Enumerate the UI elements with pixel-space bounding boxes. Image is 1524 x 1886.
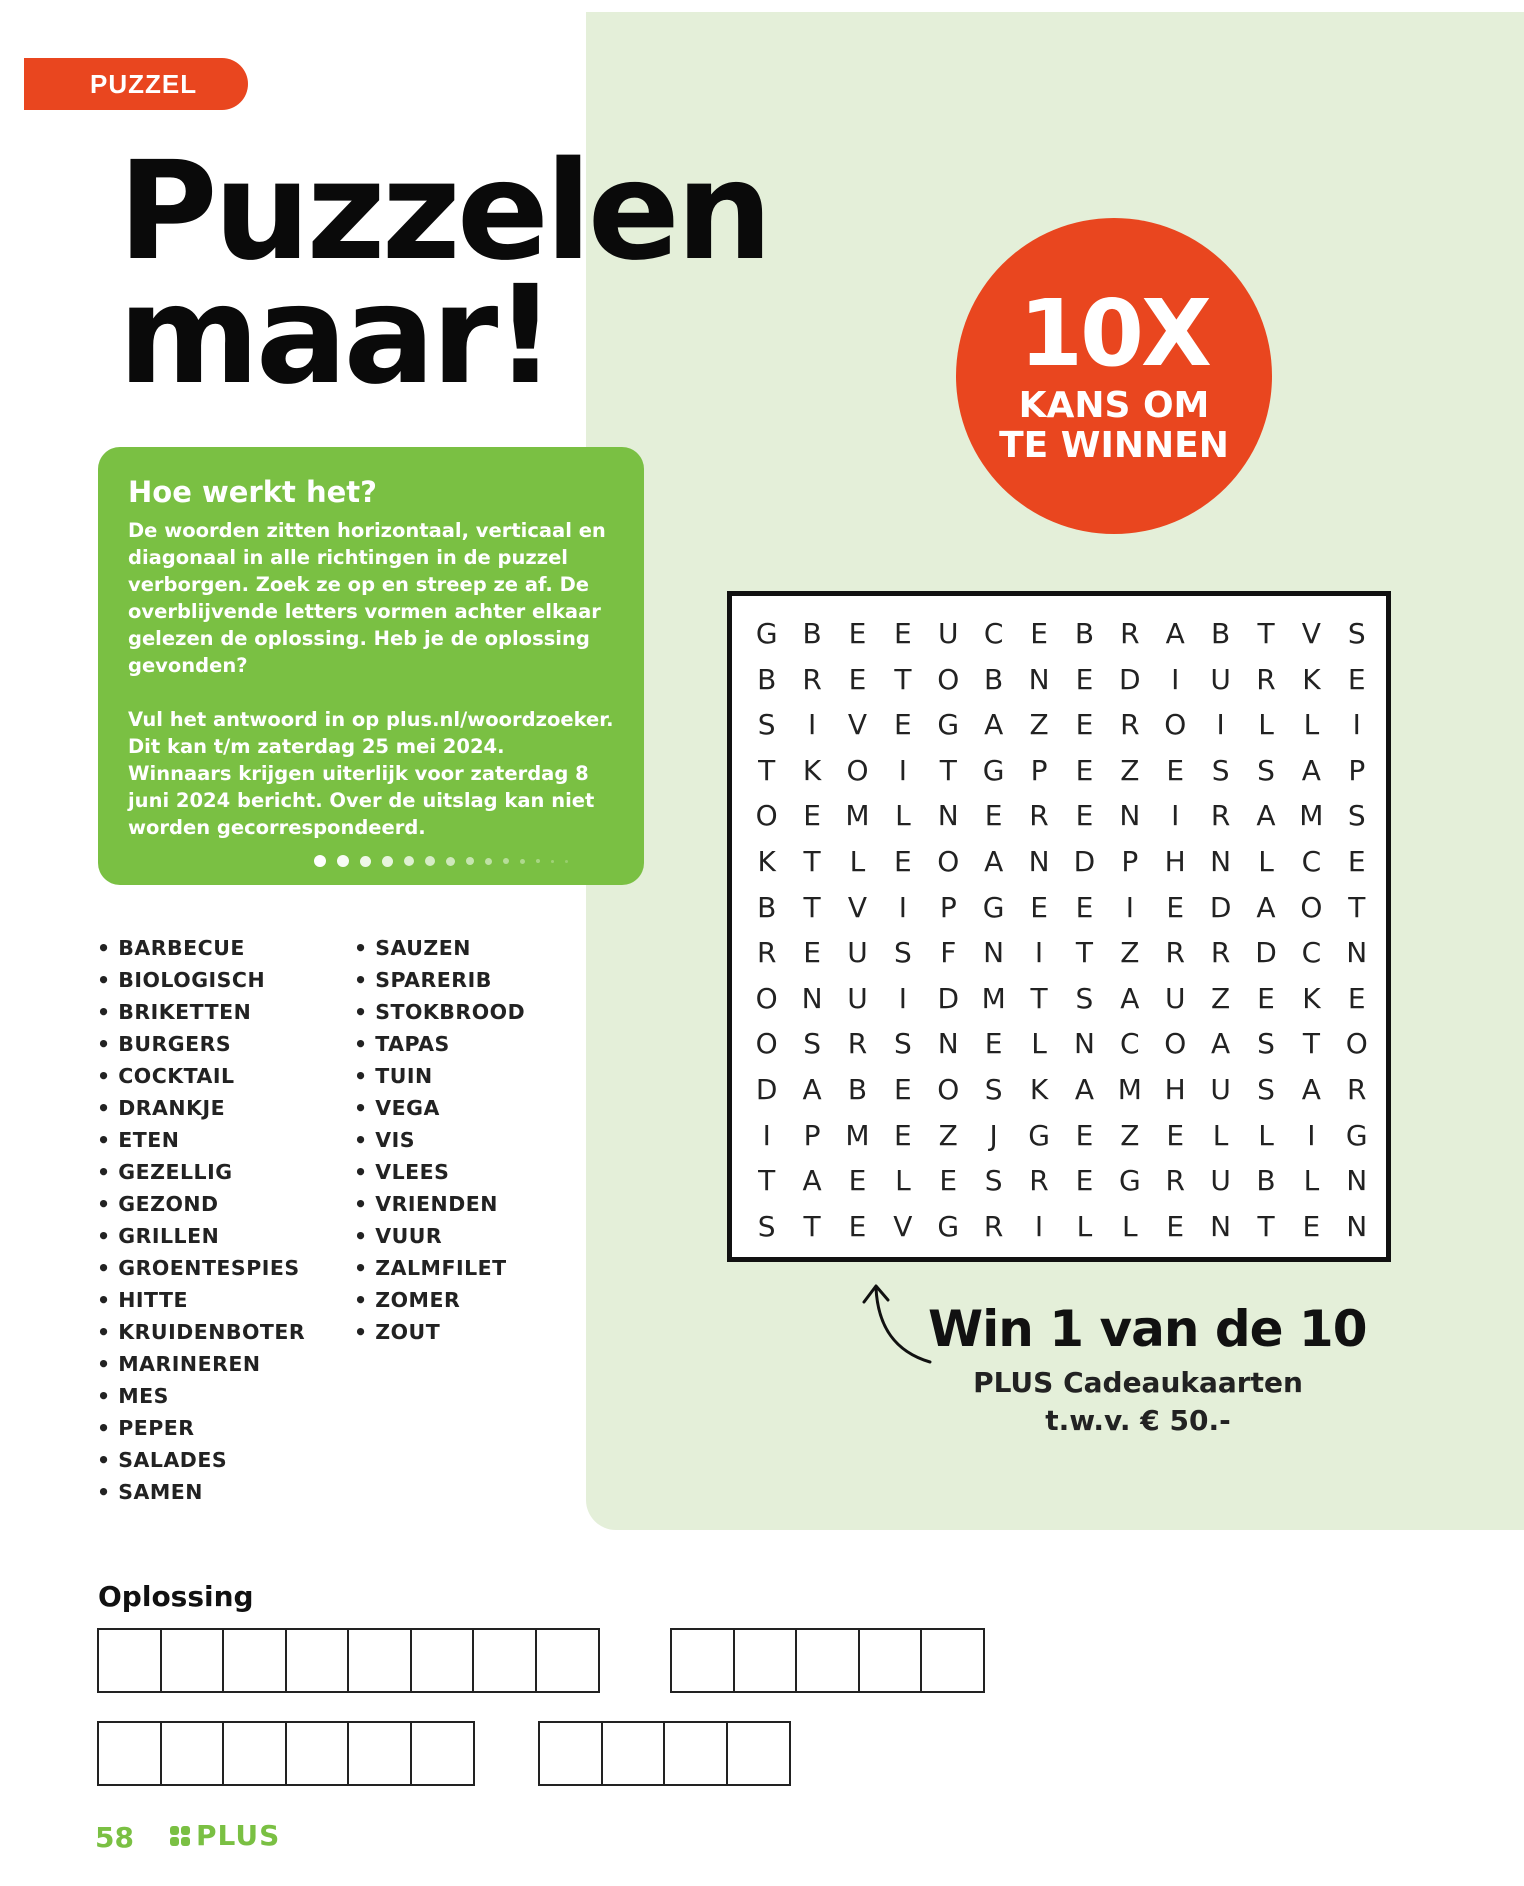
word-list-item: • GRILLEN — [97, 1220, 305, 1252]
grid-letter: O — [755, 981, 778, 1015]
grid-letter: P — [1030, 753, 1048, 787]
grid-letter: B — [802, 617, 822, 650]
grid-letter: Z — [938, 1118, 958, 1152]
instructions-text: De woorden zitten horizontaal, verticaal en diagonaal in alle richtingen in de puzzel verborgen. Zoek ze op en streep ze af. De overblijvende letters vormen achter elkaar gelezen de oplossing. Heb je de oplossing gevonden? — [128, 519, 606, 677]
grid-letter: F — [940, 936, 957, 970]
word-list-item: • PEPER — [97, 1412, 305, 1444]
grid-letter: N — [1210, 844, 1232, 878]
logo-text: PLUS — [196, 1819, 281, 1852]
grid-letter: L — [1303, 708, 1320, 742]
grid-letter: D — [1073, 844, 1096, 878]
solution-letter-box[interactable] — [285, 1721, 350, 1786]
grid-letter: E — [1166, 1118, 1185, 1152]
grid-letter: A — [1256, 890, 1276, 924]
grid-letter: K — [802, 753, 822, 787]
grid-letter: I — [1125, 890, 1134, 924]
solution-letter-box[interactable] — [535, 1628, 600, 1693]
grid-letter: T — [939, 753, 957, 787]
word-list-item: • VRIENDEN — [354, 1188, 525, 1220]
grid-letter: E — [1347, 844, 1366, 878]
grid-letter: V — [893, 1209, 913, 1243]
grid-letter: S — [984, 1164, 1003, 1198]
solution-letter-box[interactable] — [858, 1628, 923, 1693]
badge-line-2: TE WINNEN — [999, 425, 1229, 466]
grid-letter: G — [1118, 1164, 1141, 1198]
grid-letter: Z — [1120, 936, 1140, 970]
grid-letter: O — [1345, 1027, 1368, 1061]
grid-letter: T — [1348, 890, 1366, 924]
solution-letter-box[interactable] — [920, 1628, 985, 1693]
grid-letter: L — [895, 799, 911, 833]
grid-letter: E — [894, 844, 912, 878]
grid-letter: B — [757, 890, 777, 924]
grid-letter: E — [1075, 890, 1094, 924]
word-list-item: • MARINEREN — [97, 1348, 305, 1380]
grid-letter: E — [1075, 662, 1094, 696]
grid-letter: E — [894, 1072, 912, 1106]
decor-dot — [404, 856, 414, 866]
grid-letter: N — [1346, 1164, 1368, 1198]
grid-letter: B — [1256, 1164, 1276, 1198]
grid-letter: I — [1307, 1118, 1316, 1152]
decor-dot — [536, 859, 540, 863]
grid-letter: I — [1034, 1209, 1044, 1243]
decor-dot — [551, 860, 554, 863]
grid-letter: S — [1257, 753, 1275, 787]
grid-letter: E — [894, 617, 912, 650]
grid-letter: U — [847, 981, 868, 1015]
grid-letter: R — [1120, 708, 1140, 742]
decor-dot — [337, 855, 349, 867]
grid-letter: G — [982, 890, 1005, 924]
grid-letter: A — [1120, 981, 1140, 1015]
instructions-box — [98, 447, 644, 885]
grid-letter: E — [984, 1027, 1003, 1061]
grid-letter: L — [1258, 844, 1274, 878]
grid-letter: I — [807, 708, 817, 742]
grid-letter: P — [803, 1118, 821, 1152]
grid-letter: E — [1166, 753, 1185, 787]
grid-letter: Z — [1029, 708, 1049, 742]
grid-letter: U — [1164, 981, 1186, 1015]
solution-letter-box[interactable] — [410, 1721, 475, 1786]
grid-letter: S — [1075, 981, 1094, 1015]
grid-letter: I — [1352, 708, 1361, 742]
solution-letter-box[interactable] — [538, 1721, 603, 1786]
grid-letter: S — [757, 1209, 776, 1243]
word-list-item: • BARBECUE — [97, 932, 305, 964]
grid-letter: U — [938, 617, 959, 650]
solution-letter-box[interactable] — [160, 1721, 225, 1786]
grid-letter: P — [1348, 753, 1366, 787]
solution-word-1 — [97, 1628, 597, 1693]
grid-letter: H — [1164, 1072, 1186, 1106]
grid-letter: E — [1075, 1118, 1094, 1152]
grid-letter: R — [1165, 936, 1185, 970]
prize-details — [928, 1364, 1348, 1440]
grid-letter: L — [1031, 1027, 1047, 1061]
solution-letter-box[interactable] — [410, 1628, 475, 1693]
grid-letter: C — [1301, 844, 1322, 878]
word-list-item: • BURGERS — [97, 1028, 305, 1060]
decor-dot — [446, 857, 455, 866]
grid-letter: E — [1075, 753, 1094, 787]
grid-letter: M — [1117, 1072, 1142, 1106]
grid-letter: E — [1030, 890, 1048, 924]
grid-letter: L — [1076, 1209, 1093, 1243]
grid-letter: S — [803, 1027, 821, 1061]
grid-letter: A — [1301, 1072, 1321, 1106]
grid-letter: T — [1075, 936, 1093, 970]
grid-letter: O — [1300, 890, 1323, 924]
grid-letter: C — [1120, 1027, 1140, 1061]
word-list-item: • STOKBROOD — [354, 996, 525, 1028]
word-list-item: • GROENTESPIES — [97, 1252, 305, 1284]
solution-letter-box[interactable] — [670, 1628, 735, 1693]
grid-letter: E — [984, 799, 1003, 833]
grid-letter: R — [1256, 662, 1276, 696]
grid-letter: N — [1346, 1209, 1368, 1243]
grid-letter: R — [1120, 617, 1140, 650]
solution-letter-box[interactable] — [601, 1721, 666, 1786]
grid-letter: C — [983, 617, 1004, 650]
grid-letter: V — [847, 708, 868, 742]
grid-letter: Z — [1120, 753, 1140, 787]
grid-letter: E — [1166, 890, 1185, 924]
grid-letter: A — [984, 844, 1004, 878]
grid-letter: T — [758, 753, 776, 787]
grid-letter: B — [984, 662, 1004, 696]
grid-letter: I — [1171, 662, 1180, 696]
solution-letter-box[interactable] — [663, 1721, 728, 1786]
grid-letter: D — [755, 1072, 778, 1106]
grid-letter: N — [937, 1027, 959, 1061]
decor-dot — [485, 858, 492, 865]
submission-text: Vul het antwoord in op plus.nl/woordzoeker. Dit kan t/m zaterdag 25 mei 2024. Winnaars krijgen uiterlijk voor zaterdag 8 juni 2024 bericht. Over de uitslag kan niet worden gecorrespondeerd. — [128, 708, 614, 839]
word-list-item: • ETEN — [97, 1124, 305, 1156]
grid-letter: O — [937, 1072, 960, 1106]
decor-dot — [565, 860, 568, 863]
grid-letter: N — [1346, 936, 1368, 970]
grid-letter: I — [898, 981, 907, 1015]
grid-letter: Z — [1211, 981, 1231, 1015]
grid-letter: D — [1209, 890, 1232, 924]
grid-letter: S — [1211, 753, 1230, 787]
grid-letter: B — [1074, 617, 1095, 650]
solution-letter-box[interactable] — [160, 1628, 225, 1693]
grid-letter: K — [757, 844, 776, 878]
grid-letter: L — [849, 844, 866, 878]
grid-letter: T — [1257, 1209, 1275, 1243]
grid-letter: R — [1029, 799, 1049, 833]
grid-letter: A — [802, 1164, 822, 1198]
solution-word-4 — [538, 1721, 788, 1786]
grid-letter: S — [757, 708, 776, 742]
prize-title: Win 1 van de 10 — [928, 1300, 1367, 1358]
solution-letter-box[interactable] — [726, 1721, 791, 1786]
grid-letter: O — [937, 662, 960, 696]
instructions-heading: Hoe werkt het? — [128, 475, 377, 509]
word-list-item: • SAUZEN — [354, 932, 525, 964]
decor-dot — [503, 858, 509, 864]
prize-line-2: t.w.v. € 50.- — [1045, 1404, 1231, 1437]
grid-letter: K — [1302, 981, 1321, 1015]
grid-letter: O — [755, 1027, 778, 1061]
page-title — [118, 133, 769, 415]
grid-letter: B — [847, 1072, 868, 1106]
grid-letter: S — [1347, 799, 1366, 833]
grid-letter: T — [803, 1209, 821, 1243]
grid-letter: D — [1119, 662, 1141, 696]
grid-letter: E — [1347, 981, 1366, 1015]
grid-letter: A — [984, 708, 1004, 742]
solution-word-3 — [97, 1721, 472, 1786]
grid-letter: T — [1257, 617, 1275, 650]
grid-letter: G — [937, 708, 960, 742]
grid-letter: U — [1210, 662, 1231, 696]
word-list-item: • ZOMER — [354, 1284, 525, 1316]
word-search-grid — [727, 591, 1391, 1262]
solution-letter-box[interactable] — [97, 1721, 162, 1786]
grid-letter: D — [1255, 936, 1277, 970]
grid-letter: I — [1216, 708, 1225, 742]
grid-letter: Z — [1120, 1118, 1140, 1152]
grid-letter: T — [894, 662, 912, 696]
decor-dot — [466, 857, 474, 865]
grid-letter: E — [894, 1118, 912, 1152]
solution-letter-box[interactable] — [347, 1721, 412, 1786]
word-list-item: • SALADES — [97, 1444, 305, 1476]
grid-letter: L — [895, 1164, 911, 1198]
grid-letter: N — [1119, 799, 1141, 833]
word-list-item: • BRIKETTEN — [97, 996, 305, 1028]
word-list-item: • GEZELLIG — [97, 1156, 305, 1188]
grid-letter: U — [847, 936, 868, 970]
word-list-column-2 — [354, 932, 525, 1348]
grid-letter: A — [1074, 1072, 1094, 1106]
grid-letter: P — [1121, 844, 1139, 878]
solution-letter-box[interactable] — [285, 1628, 350, 1693]
grid-letter: E — [803, 936, 821, 970]
word-list-item: • SAMEN — [97, 1476, 305, 1508]
grid-letter: R — [1165, 1164, 1185, 1198]
solution-letter-box[interactable] — [222, 1721, 287, 1786]
grid-letter: E — [848, 662, 867, 696]
grid-letter: T — [758, 1164, 776, 1198]
grid-letter: L — [1212, 1118, 1229, 1152]
prize-badge — [956, 218, 1272, 534]
solution-letter-box[interactable] — [472, 1628, 537, 1693]
grid-letter: E — [1075, 799, 1094, 833]
grid-letter: O — [1164, 708, 1187, 742]
grid-letter: T — [1030, 981, 1048, 1015]
grid-letter: A — [1211, 1027, 1231, 1061]
solution-letter-box[interactable] — [733, 1628, 798, 1693]
decor-dot — [314, 855, 326, 867]
grid-letter: M — [845, 1118, 870, 1152]
grid-letter: J — [989, 1118, 998, 1152]
section-tag: PUZZEL — [24, 58, 248, 110]
grid-letter: R — [802, 662, 822, 696]
grid-letter: M — [1299, 799, 1324, 833]
word-list-item: • TAPAS — [354, 1028, 525, 1060]
grid-letter: P — [939, 890, 957, 924]
grid-letter: N — [1210, 1209, 1232, 1243]
grid-letter: V — [1301, 617, 1321, 650]
grid-letter: N — [801, 981, 823, 1015]
plus-logo — [170, 1819, 280, 1852]
title-line-1: Puzzelen — [118, 133, 769, 291]
grid-letter: D — [937, 981, 960, 1015]
grid-letter: U — [1210, 1072, 1231, 1106]
word-list-item: • VLEES — [354, 1156, 525, 1188]
grid-letter: O — [846, 753, 869, 787]
grid-letter: H — [1164, 844, 1186, 878]
solution-letter-box[interactable] — [222, 1628, 287, 1693]
title-line-2: maar! — [118, 257, 553, 415]
grid-letter: G — [937, 1209, 960, 1243]
word-list-item: • MES — [97, 1380, 305, 1412]
grid-letter: R — [1210, 799, 1231, 833]
word-list-item: • BIOLOGISCH — [97, 964, 305, 996]
word-list-item: • VEGA — [354, 1092, 525, 1124]
grid-letter: E — [1075, 1164, 1094, 1198]
grid-letter: E — [848, 1164, 867, 1198]
grid-letter: S — [984, 1072, 1003, 1106]
grid-letter: R — [1029, 1164, 1049, 1198]
grid-letter: S — [1257, 1072, 1275, 1106]
grid-letter: E — [1075, 708, 1094, 742]
grid-letter: O — [937, 844, 960, 878]
grid-letter: S — [1347, 617, 1366, 650]
grid-letter: K — [1029, 1072, 1049, 1106]
grid-letter: S — [893, 1027, 912, 1061]
grid-letter: N — [1028, 662, 1050, 696]
decor-dot — [382, 856, 393, 867]
curved-arrow-icon — [856, 1278, 936, 1368]
grid-letter: K — [1302, 662, 1321, 696]
grid-letter: O — [1164, 1027, 1187, 1061]
plus-logo-icon — [170, 1826, 190, 1846]
grid-letter: L — [1303, 1164, 1320, 1198]
grid-letter: E — [1257, 981, 1275, 1015]
solution-letter-box[interactable] — [795, 1628, 860, 1693]
grid-letter: I — [762, 1118, 771, 1152]
decorative-dots — [314, 855, 568, 867]
grid-letter: I — [1034, 936, 1044, 970]
grid-letter: G — [755, 617, 778, 650]
word-list-item: • SPARERIB — [354, 964, 525, 996]
word-list-item: • VIS — [354, 1124, 525, 1156]
word-list-item: • GEZOND — [97, 1188, 305, 1220]
grid-letter: I — [898, 890, 907, 924]
grid-letter: T — [803, 890, 821, 924]
grid-letter: U — [1210, 1164, 1231, 1198]
solution-word-2 — [670, 1628, 983, 1693]
grid-letter: R — [983, 1209, 1004, 1243]
grid-letter: L — [1258, 708, 1274, 742]
word-list-item: • TUIN — [354, 1060, 525, 1092]
word-list-item: • KRUIDENBOTER — [97, 1316, 305, 1348]
grid-letter: L — [1258, 1118, 1274, 1152]
word-list-item: • COCKTAIL — [97, 1060, 305, 1092]
grid-letter: N — [937, 799, 959, 833]
grid-letter: O — [755, 799, 778, 833]
grid-letter: R — [1347, 1072, 1367, 1106]
grid-letter: E — [1030, 617, 1048, 650]
grid-letter: I — [1171, 799, 1180, 833]
grid-letter: E — [848, 1209, 867, 1243]
grid-letter: A — [1256, 799, 1276, 833]
grid-letter: E — [894, 708, 912, 742]
badge-line-1: KANS OM — [1018, 385, 1210, 426]
decor-dot — [360, 856, 371, 867]
word-list-item: • VUUR — [354, 1220, 525, 1252]
grid-letter: B — [757, 662, 777, 696]
grid-letter: L — [1122, 1209, 1138, 1243]
grid-letter: A — [1165, 617, 1185, 650]
grid-letter: G — [1345, 1118, 1368, 1152]
word-list-item: • ZOUT — [354, 1316, 525, 1348]
prize-line-1: PLUS Cadeaukaarten — [973, 1366, 1303, 1399]
word-list-column-1 — [97, 932, 305, 1508]
grid-letter: E — [1166, 1209, 1185, 1243]
grid-letter: E — [803, 799, 821, 833]
grid-letter: E — [1347, 662, 1366, 696]
grid-letter: V — [847, 890, 868, 924]
decor-dot — [425, 856, 435, 866]
word-list-item: • DRANKJE — [97, 1092, 305, 1124]
grid-letter: E — [848, 617, 867, 650]
solution-letter-box[interactable] — [347, 1628, 412, 1693]
grid-letter: G — [1028, 1118, 1050, 1152]
grid-letter: S — [893, 936, 912, 970]
word-list-item: • ZALMFILET — [354, 1252, 525, 1284]
grid-letter: E — [939, 1164, 958, 1198]
grid-letter: N — [1073, 1027, 1095, 1061]
grid-letter: G — [982, 753, 1005, 787]
grid-letter: R — [847, 1027, 868, 1061]
page-number: 58 — [95, 1821, 134, 1854]
word-list-item: • HITTE — [97, 1284, 305, 1316]
grid-letter: A — [1301, 753, 1321, 787]
grid-letter: R — [1210, 936, 1231, 970]
grid-letter: S — [1257, 1027, 1275, 1061]
solution-label: Oplossing — [98, 1580, 254, 1613]
grid-letter: T — [1302, 1027, 1320, 1061]
grid-letter: E — [1302, 1209, 1321, 1243]
solution-letter-box[interactable] — [97, 1628, 162, 1693]
badge-count: 10X — [1019, 280, 1209, 387]
grid-letter: R — [756, 936, 777, 970]
grid-letter: I — [898, 753, 907, 787]
grid-letter: B — [1210, 617, 1231, 650]
grid-letter: N — [1028, 844, 1050, 878]
grid-letter: A — [802, 1072, 822, 1106]
grid-letter: C — [1301, 936, 1322, 970]
grid-letter: M — [981, 981, 1006, 1015]
grid-letter: M — [845, 799, 870, 833]
grid-letter: T — [803, 844, 821, 878]
decor-dot — [520, 859, 525, 864]
grid-letter: N — [983, 936, 1005, 970]
